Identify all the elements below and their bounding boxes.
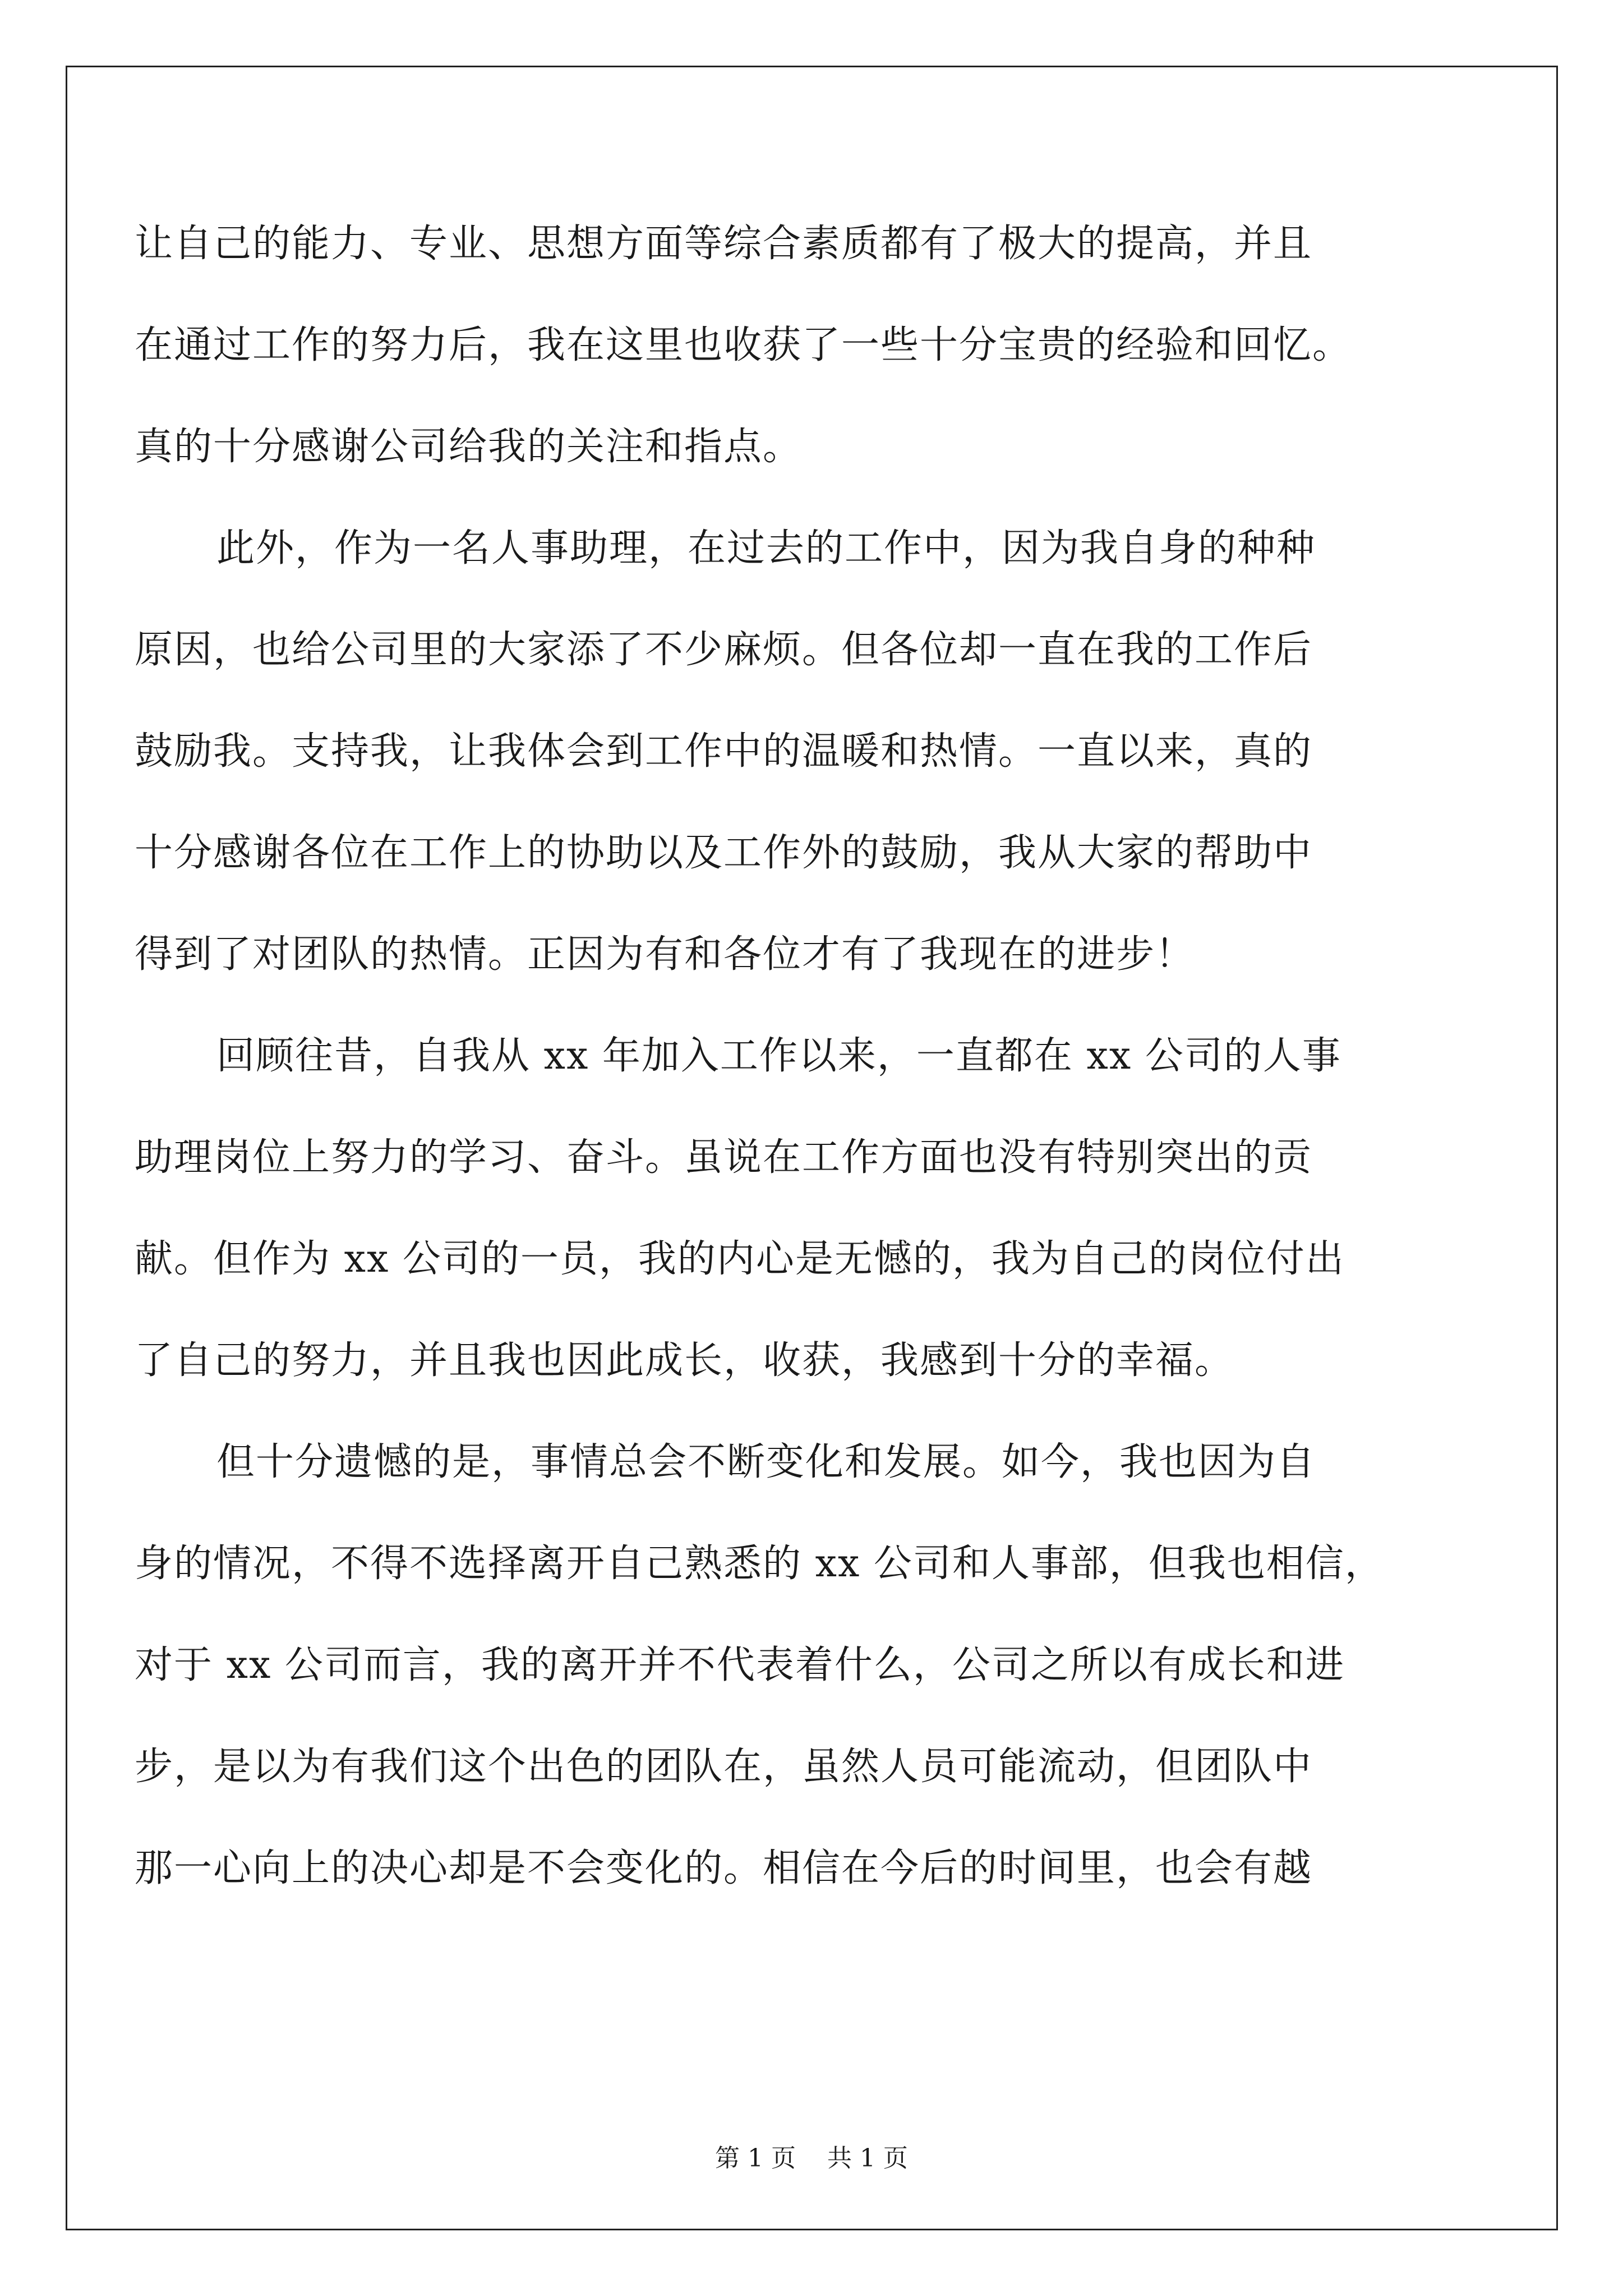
text-line: 得到了对团队的热情。正因为有和各位才有了我现在的进步！: [135, 932, 1195, 977]
text-line: 助理岗位上努力的学习、奋斗。虽说在工作方面也没有特别突出的贡: [135, 1135, 1313, 1180]
text-line: 原因，也给公司里的大家添了不少麻烦。但各位却一直在我的工作后: [135, 628, 1313, 672]
paragraph-start-line: 此外，作为一名人事助理，在过去的工作中，因为我自身的种种: [216, 526, 1316, 570]
text-line: 对于 xx 公司而言，我的离开并不代表着什么，公司之所以有成长和进: [135, 1643, 1345, 1687]
text-line: 十分感谢各位在工作上的协助以及工作外的鼓励，我从大家的帮助中: [135, 831, 1313, 875]
paragraph-start-line: 但十分遗憾的是，事情总会不断变化和发展。如今，我也因为自: [216, 1440, 1316, 1484]
text-line: 鼓励我。支持我，让我体会到工作中的温暖和热情。一直以来，真的: [135, 729, 1313, 774]
text-line: 让自己的能力、专业、思想方面等综合素质都有了极大的提高，并且: [135, 222, 1313, 266]
paragraph-start-line: 回顾往昔，自我从 xx 年加入工作以来，一直都在 xx 公司的人事: [216, 1034, 1341, 1078]
text-line: 身的情况，不得不选择离开自己熟悉的 xx 公司和人事部，但我也相信，: [135, 1542, 1384, 1586]
text-line: 了自己的努力，并且我也因此成长，收获，我感到十分的幸福。: [135, 1338, 1234, 1383]
text-line: 步，是以为有我们这个出色的团队在，虽然人员可能流动，但团队中: [135, 1745, 1313, 1789]
text-line: 献。但作为 xx 公司的一员，我的内心是无憾的，我为自己的岗位付出: [135, 1237, 1345, 1281]
document-body: [135, 216, 1492, 1942]
page-number-footer: 第 1 页 共 1 页: [715, 2144, 908, 2173]
text-line: 那一心向上的决心却是不会变化的。相信在今后的时间里，也会有越: [135, 1846, 1313, 1890]
text-line: 在通过工作的努力后，我在这里也收获了一些十分宝贵的经验和回忆。: [135, 323, 1352, 367]
text-line: 真的十分感谢公司给我的关注和指点。: [135, 425, 803, 469]
